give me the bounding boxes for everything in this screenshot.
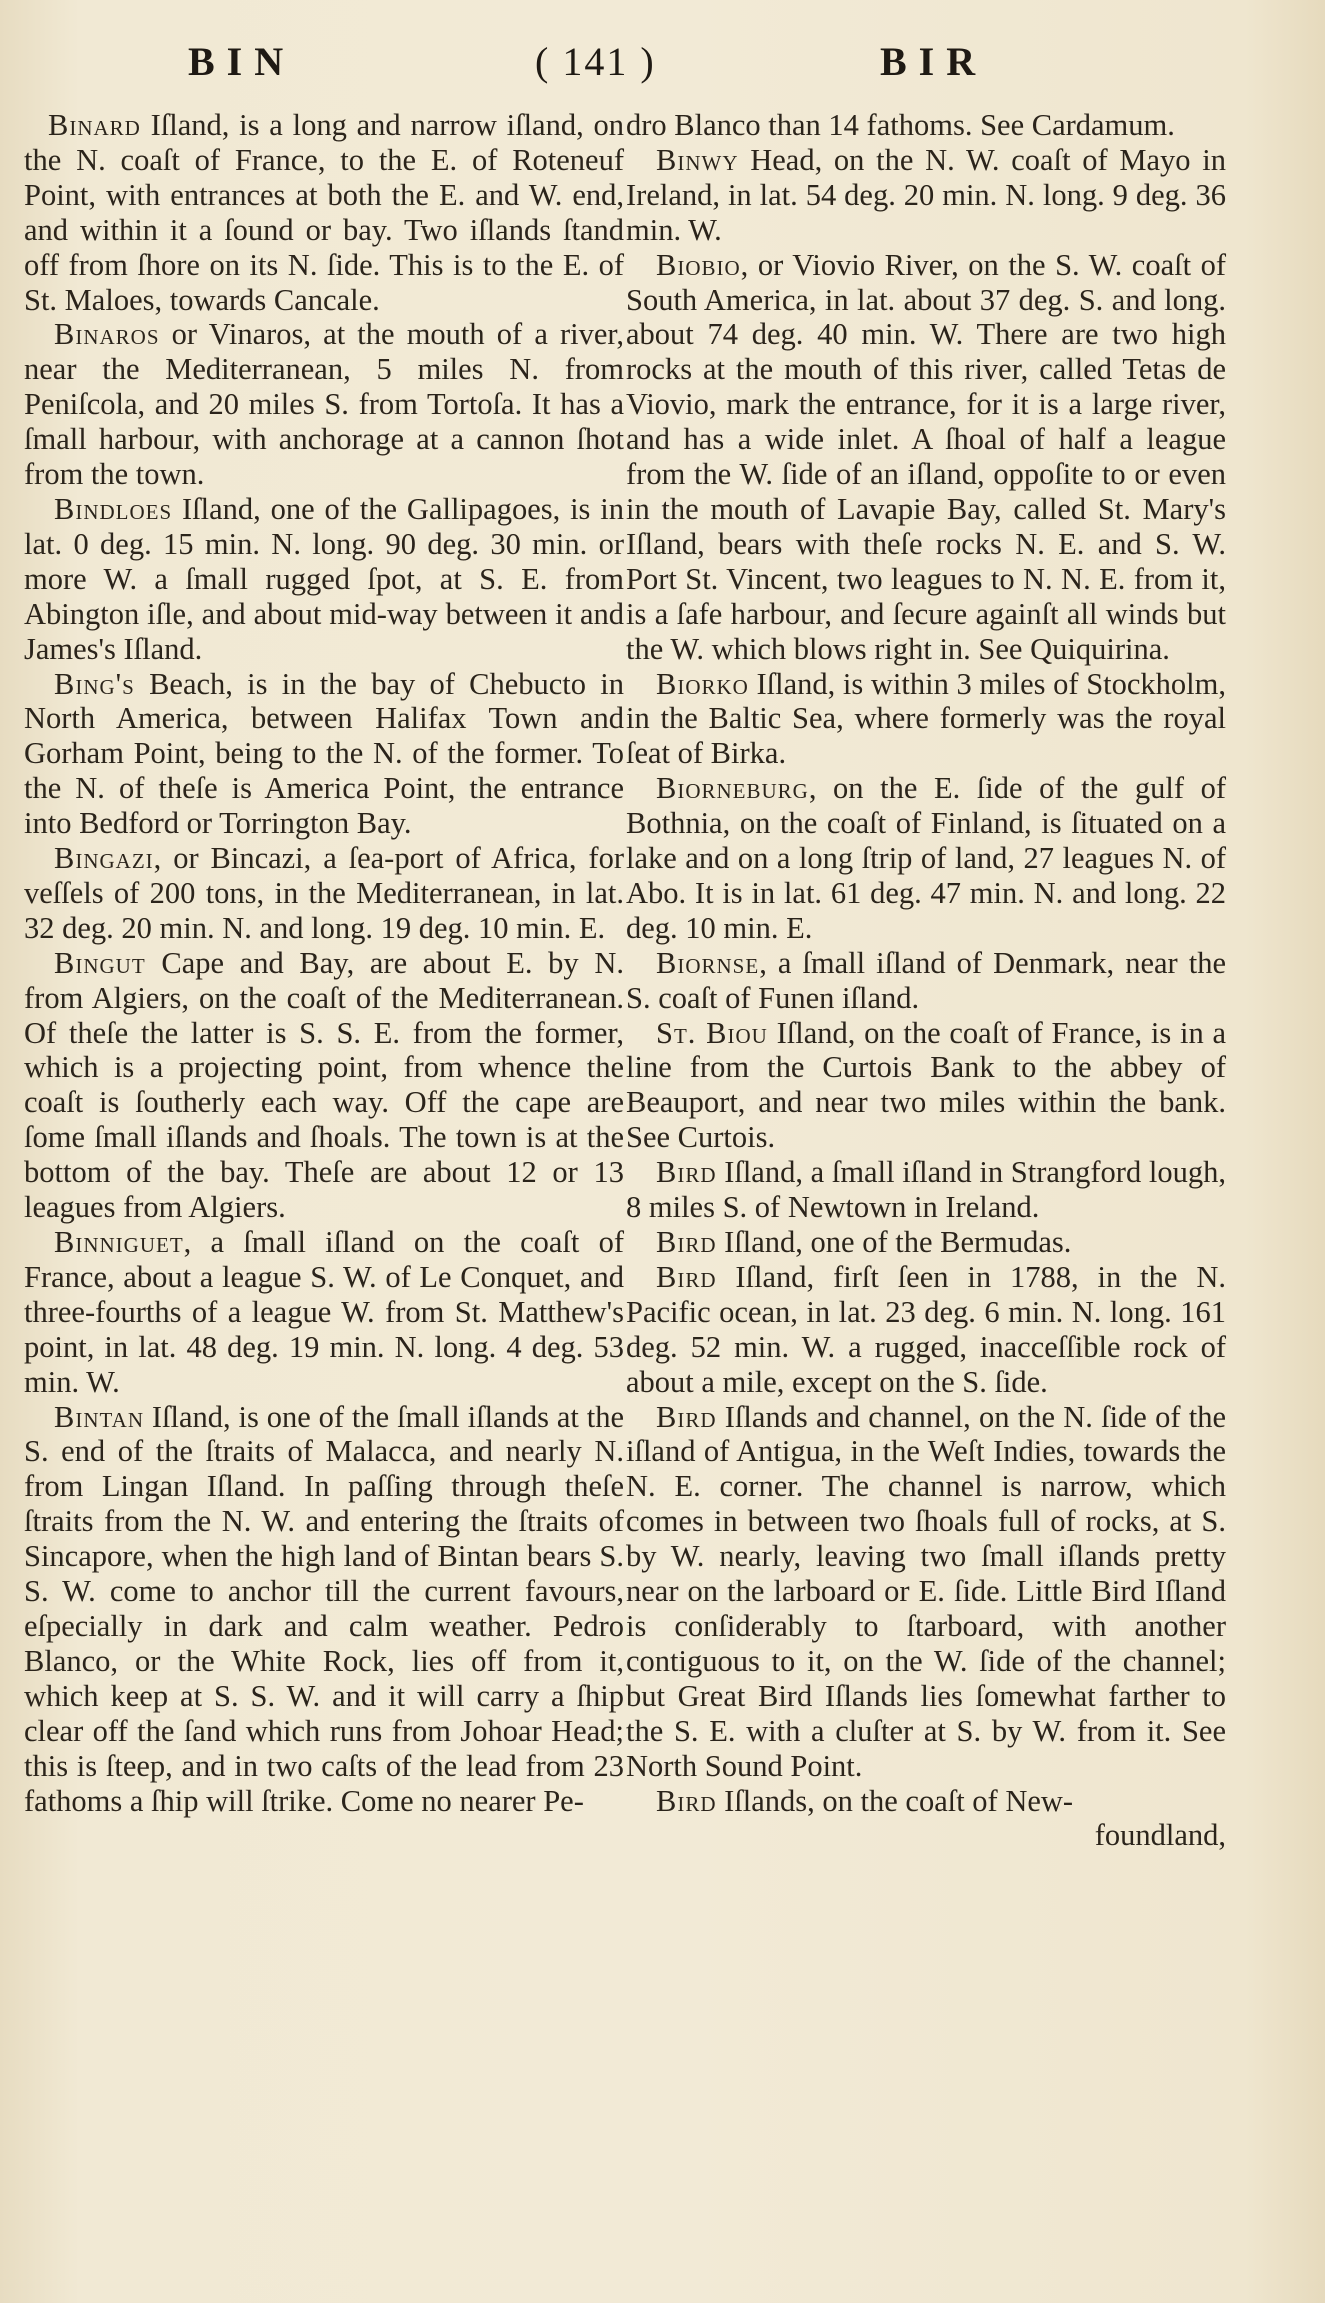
catchword: foundland,: [1094, 1818, 1226, 1853]
dictionary-entry: [626, 1225, 1226, 1260]
entry-text: , or Bincazi, a ſea-port of Africa, for veſſels of 200 tons, in the Mediterranean, in lat. 32 deg. 20 min. N. and long. 19 deg. 10 min. E.: [24, 841, 624, 945]
dictionary-entry: [626, 1155, 1226, 1225]
entry-text: , or Viovio River, on the S. W. coaſt of South America, in lat. about 37 deg. S. and long. about 74 deg. 40 min. W. There are two high rocks at the mouth of this river, called Tetas de Viovio, mark the entrance, for it is a large river, and has a wide inlet. A ſhoal of half a league from the W. ſide of an iſland, oppoſite to or even in the mouth of Lavapie Bay, called St. Mary's Iſland, bears with theſe rocks N. E. and S. W. Port St. Vincent, two leagues to N. N. E. from it, is a ſafe harbour, and ſecure againſt all winds but the W. which blows right in. See Quiquirina.: [626, 247, 1226, 666]
entry-text: Iſland, is one of the ſmall iſlands at the S. end of the ſtraits of Malacca, and nearly N. from Lingan Iſland. In paſſing through theſe ſtraits from the N. W. and entering the ſtraits of Sincapore, when the high land of Bintan bears S. S. W. come to anchor till the current favours, eſpecially in dark and calm weather. Pedro Blanco, or the White Rock, lies off from it, which keep at S. S. W. and it will carry a ſhip clear off the ſand which runs from Johoar Head; this is ſteep, and in two caſts of the lead from 23 fathoms a ſhip will ſtrike. Come no nearer Pe-: [24, 1399, 624, 1818]
entry-headword: Bird: [656, 1155, 717, 1190]
right-column: [626, 108, 1226, 1853]
header-right: BIR: [880, 39, 988, 84]
left-column: [24, 108, 624, 1818]
entry-headword: Bindloes: [54, 491, 173, 526]
entry-text: Beach, is in the bay of Chebucto in North America, between Halifax Town and Gorham Point, being to the N. of the former. To the N. of theſe is America Point, the entrance into Bedford or Torrington Bay.: [24, 666, 624, 841]
header-left: BIN: [188, 39, 296, 84]
entry-headword: Bingut: [54, 945, 146, 980]
entry-text: Iſland, is a long and narrow iſland, on the N. coaſt of France, to the E. of Roteneuf Point, with entrances at both the E. and W. end, and within it a ſound or bay. Two iſlands ſtand off from ſhore on its N. ſide. This is to the E. of St. Maloes, towards Cancale.: [24, 108, 624, 317]
entry-headword: Bird: [656, 1259, 717, 1294]
entry-text: Iſland, firſt ſeen in 1788, in the N. Pacific ocean, in lat. 23 deg. 6 min. N. long. 161 deg. 52 min. W. a rugged, inacceſſible rock of about a mile, except on the S. ſide.: [626, 1259, 1226, 1399]
entry-headword: Biorko: [656, 666, 749, 701]
entry-text: , on the E. ſide of the gulf of Bothnia, on the coaſt of Finland, is ſituated on a lake and on a long ſtrip of land, 27 leagues N. of Abo. It is in lat. 61 deg. 47 min. N. and long. 22 deg. 10 min. E.: [626, 771, 1226, 945]
entry-text: Iſland, on the coaſt of France, is in a line from the Curtois Bank to the abbey of Beauport, and near two miles within the bank. See Curtois.: [626, 1015, 1226, 1155]
dictionary-entry: [626, 771, 1226, 946]
entry-headword: Biornse: [656, 945, 760, 980]
entry-text: Cape and Bay, are about E. by N. from Algiers, on the coaſt of the Mediterranean. Of theſe the latter is S. S. E. from the former, which is a projecting point, from whence the coaſt is ſoutherly each way. Off the cape are ſome ſmall iſlands and ſhoals. The town is at the bottom of the bay. Theſe are about 12 or 13 leagues from Algiers.: [24, 945, 624, 1225]
dictionary-entry: [626, 248, 1226, 667]
dictionary-entry: [24, 667, 624, 842]
dictionary-entry: [626, 946, 1226, 1016]
entry-text: , a ſmall iſland on the coaſt of France, about a league S. W. of Le Conquet, and three-fourths of a league W. from St. Matthew's point, in lat. 48 deg. 19 min. N. long. 4 deg. 53 min. W.: [24, 1225, 624, 1399]
dictionary-entry: [24, 317, 624, 492]
dictionary-entry: [626, 1784, 1226, 1819]
entry-headword: Bird: [656, 1225, 717, 1259]
entry-text: Iſland, a ſmall iſland in Strangford lough, 8 miles S. of Newtown in Ireland.: [626, 1155, 1226, 1225]
dictionary-entry: [24, 841, 624, 946]
entry-text: Iſland, is within 3 miles of Stockholm, in the Baltic Sea, where formerly was the royal ſeat of Birka.: [626, 666, 1226, 771]
entry-headword: Bingazi: [54, 841, 154, 876]
entry-headword: Bing's: [54, 666, 135, 701]
dictionary-entry: [24, 108, 624, 317]
entry-headword: Binwy: [656, 142, 739, 177]
running-header: [0, 38, 1325, 98]
dictionary-entry: [24, 946, 624, 1225]
page-number: ( 141 ): [535, 39, 656, 84]
entry-text: dro Blanco than 14 fathoms. See Cardamum.: [626, 108, 1175, 142]
entry-headword: Binard: [48, 108, 141, 142]
entry-headword: Bintan: [54, 1399, 144, 1434]
entry-headword: Bird: [656, 1399, 717, 1434]
entry-text: or Vinaros, at the mouth of a river, near the Mediterranean, 5 miles N. from Peniſcola, and 20 miles S. from Tortoſa. It has a ſmall harbour, with anchorage at a cannon ſhot from the town.: [24, 317, 624, 492]
dictionary-entry: [626, 1400, 1226, 1784]
entry-text: Head, on the N. W. coaſt of Mayo in Ireland, in lat. 54 deg. 20 min. N. long. 9 deg. 36 min. W.: [626, 142, 1226, 247]
entry-headword: Bird: [656, 1783, 717, 1818]
entry-headword: St. Biou: [656, 1015, 768, 1050]
dictionary-entry: [24, 1400, 624, 1819]
dictionary-entry: [626, 108, 1226, 143]
dictionary-entry: [626, 667, 1226, 772]
entry-text: Iſland, one of the Bermudas.: [716, 1225, 1072, 1259]
dictionary-entry: [626, 143, 1226, 248]
entry-headword: Biobio: [656, 247, 741, 282]
entry-text: Iſlands, on the coaſt of New-: [716, 1783, 1074, 1818]
entry-text: , a ſmall iſland of Denmark, near the S. coaſt of Funen iſland.: [626, 945, 1226, 1015]
dictionary-entry: [626, 1016, 1226, 1156]
entry-headword: Binaros: [54, 317, 160, 352]
entry-text: Iſlands and channel, on the N. ſide of the iſland of Antigua, in the Weſt Indies, towards the N. E. corner. The channel is narrow, which comes in between two ſhoals full of rocks, at S. by W. nearly, leaving two ſmall iſlands pretty near on the larboard or E. ſide. Little Bird Iſland is conſiderably to ſtarboard, with another contiguous to it, on the W. ſide of the channel; but Great Bird Iſlands lies ſomewhat farther to the S. E. with a cluſter at S. by W. from it. See North Sound Point.: [626, 1399, 1226, 1783]
entry-headword: Binniguet: [54, 1225, 184, 1259]
dictionary-entry: [24, 1225, 624, 1400]
dictionary-entry: [24, 492, 624, 667]
dictionary-entry: [626, 1260, 1226, 1400]
entry-text: Iſland, one of the Gallipagoes, is in lat. 0 deg. 15 min. N. long. 90 deg. 30 min. or more W. a ſmall rugged ſpot, at S. E. from Abington iſle, and about mid-way between it and James's Iſland.: [24, 491, 624, 666]
entry-headword: Biorneburg: [656, 771, 809, 806]
